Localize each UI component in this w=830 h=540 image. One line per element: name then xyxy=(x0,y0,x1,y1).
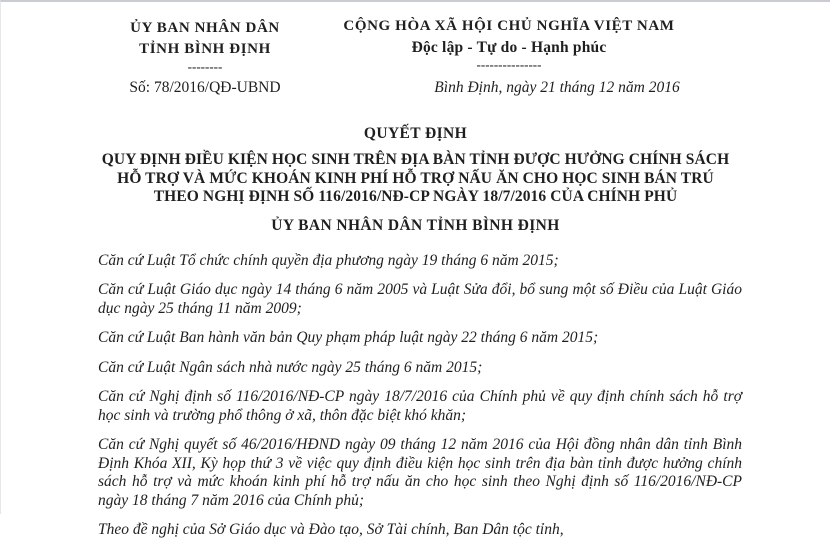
title-line-3: THEO NGHỊ ĐỊNH SỐ 116/2016/NĐ-CP NGÀY 18/7/2016 CỦA CHÍNH PHỦ xyxy=(153,188,678,205)
org-parent-name: ỦY BAN NHÂN DÂN xyxy=(130,20,280,36)
citation-paragraph-5: Căn cứ Nghị định số 116/2016/NĐ-CP ngày 18/7/2016 của Chính phủ về quy định chính sách hỗ trợ học sinh và trường phổ thông ở xã, thôn đặc biệt khó khăn; xyxy=(98,388,742,424)
citation-paragraph-1: Căn cứ Luật Tổ chức chính quyền địa phương ngày 19 tháng 6 năm 2015; xyxy=(98,251,559,269)
issuing-org-block xyxy=(29,18,381,98)
decision-heading: QUYẾT ĐỊNH xyxy=(363,125,468,142)
proposal-paragraph: Theo đề nghị của Sở Giáo dục và Đào tạo, Sở Tài chính, Ban Dân tộc tỉnh, xyxy=(98,521,564,538)
citation-paragraph-2: Căn cứ Luật Giáo dục ngày 14 tháng 6 năm 2005 và Luật Sửa đổi, bổ sung một số Điều của Luật Giáo dục ngày 25 tháng 11 năm 2009; xyxy=(98,281,742,317)
document-page xyxy=(1,2,830,538)
decision-title xyxy=(1,151,830,207)
motto-separator: --------------- xyxy=(476,57,542,72)
title-line-1: QUY ĐỊNH ĐIỀU KIỆN HỌC SINH TRÊN ĐỊA BÀN TỈNH ĐƯỢC HƯỞNG CHÍNH SÁCH xyxy=(101,151,730,168)
national-motto: Độc lập - Tự do - Hạnh phúc xyxy=(411,39,607,56)
document-body xyxy=(1,252,830,540)
citation-paragraph-4: Căn cứ Luật Ngân sách nhà nước ngày 25 tháng 6 năm 2015; xyxy=(98,358,483,376)
national-title: CỘNG HÒA XÃ HỘI CHỦ NGHĨA VIỆT NAM xyxy=(343,18,675,34)
issuer-heading: ỦY BAN NHÂN DÂN TỈNH BÌNH ĐỊNH xyxy=(271,216,560,234)
national-header-block xyxy=(333,16,685,98)
doc-number: Số: 78/2016/QĐ-UBND xyxy=(129,79,281,96)
org-name: TỈNH BÌNH ĐỊNH xyxy=(139,41,271,57)
title-line-2: HỖ TRỢ VÀ MỨC KHOÁN KINH PHÍ HỖ TRỢ NẤU ĂN CHO HỌC SINH BÁN TRÚ xyxy=(117,169,714,187)
title-block xyxy=(1,125,830,235)
document-header xyxy=(1,2,830,102)
org-separator: -------- xyxy=(187,59,223,74)
citation-paragraph-3: Căn cứ Luật Ban hành văn bản Quy phạm pháp luật ngày 22 tháng 6 năm 2015; xyxy=(98,329,599,346)
place-and-date: Bình Định, ngày 21 tháng 12 năm 2016 xyxy=(434,79,680,96)
citation-paragraph-6: Căn cứ Nghị quyết số 46/2016/HĐND ngày 09 tháng 12 năm 2016 của Hội đồng nhân dân tỉnh Bình Định Khóa XII, Kỳ họp thứ 3 về việc quy định điều kiện học sinh trên địa bàn tỉnh được hưởng chính sách hỗ trợ và mức khoán kinh phí hỗ trợ nấu ăn cho học sinh theo Nghị định số 116/2016/NĐ-CP ngày 18 tháng 7 năm 2016 của Chính phủ; xyxy=(98,436,742,509)
